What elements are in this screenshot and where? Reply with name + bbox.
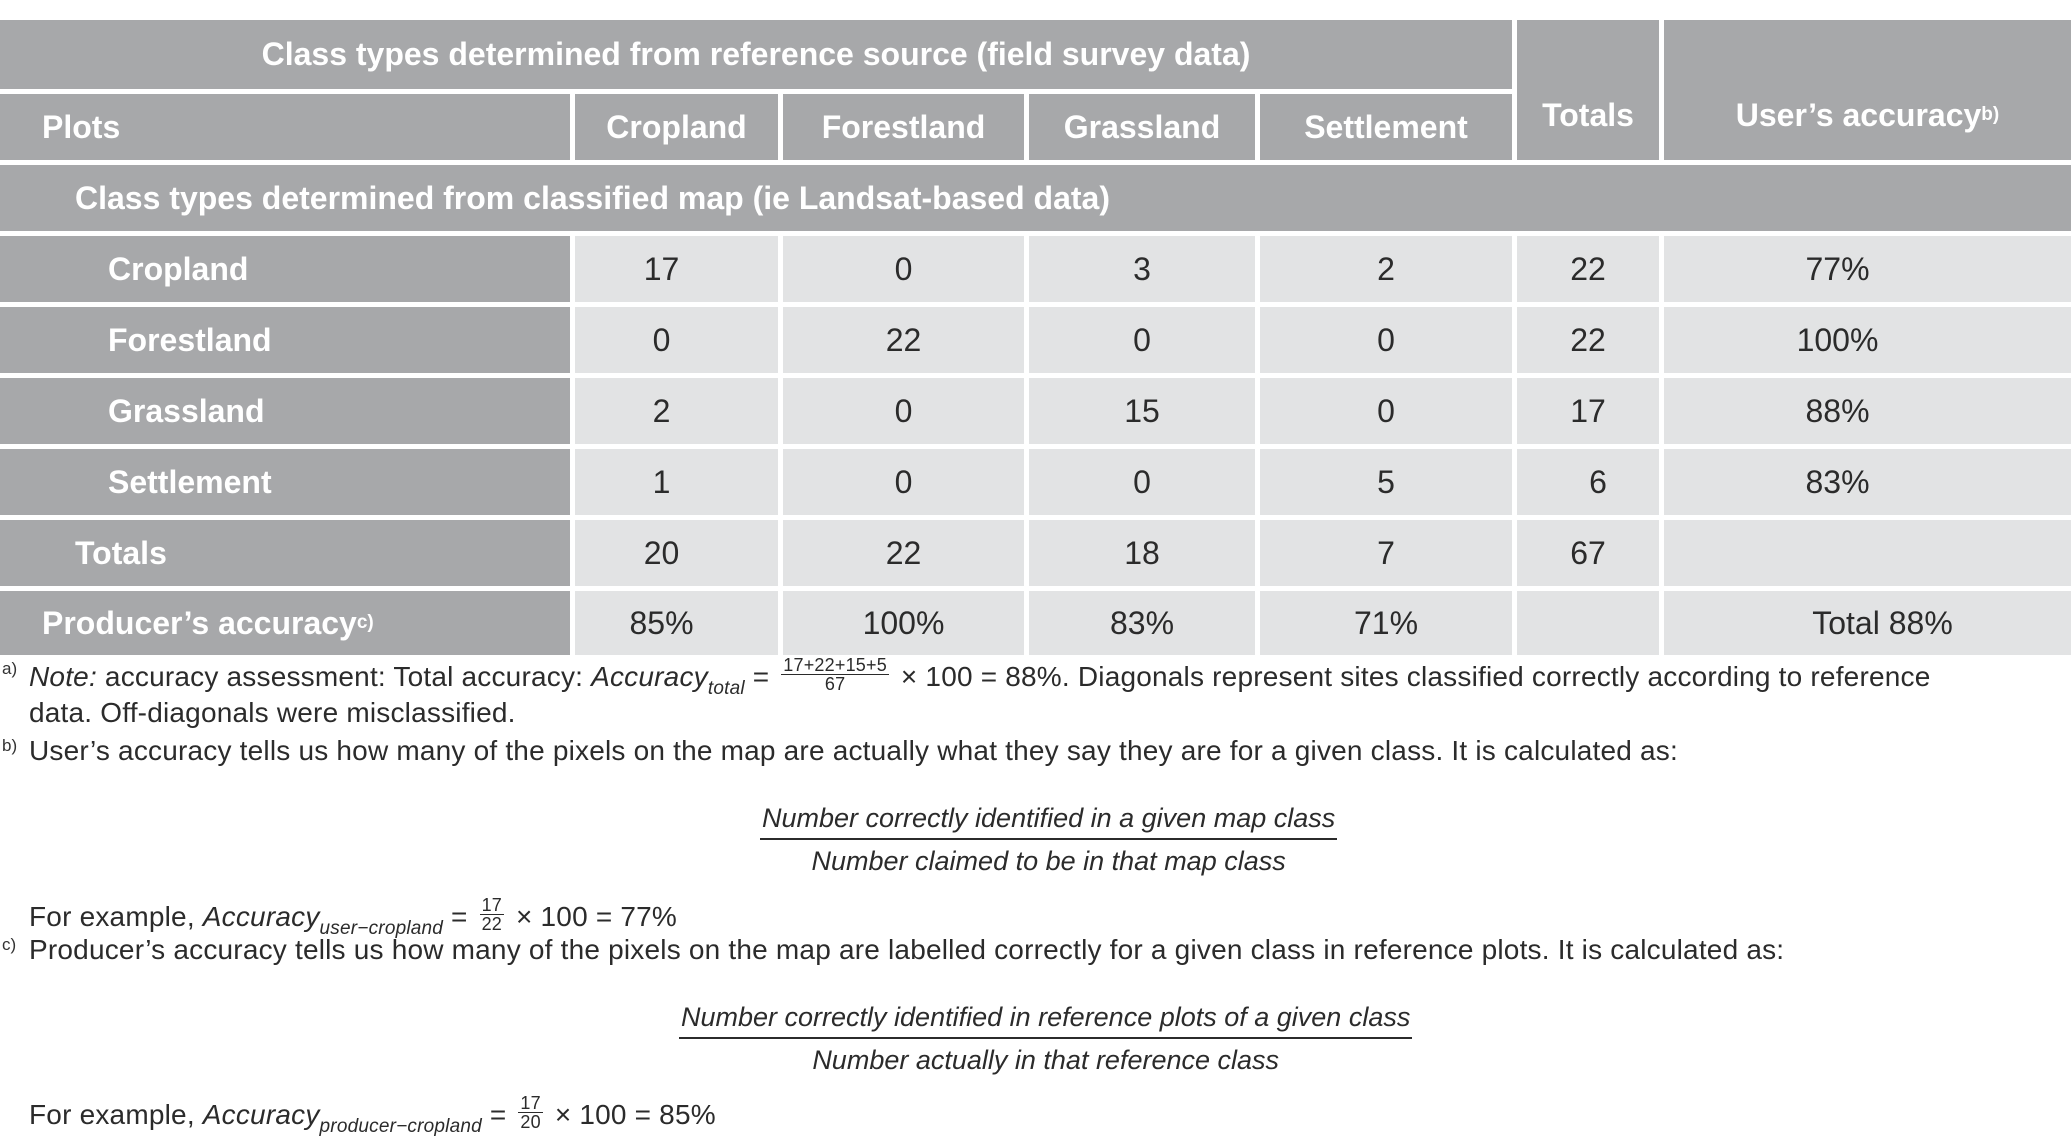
accuracy-table — [0, 20, 2071, 655]
example-fraction — [480, 896, 504, 933]
users-accuracy-formula — [760, 803, 1337, 877]
row-label: Totals — [0, 520, 570, 586]
equals-sign: = — [744, 660, 778, 692]
row-users-accuracy: 77% — [1664, 236, 2071, 302]
note-c-example — [29, 1093, 716, 1137]
table-cell: 0 — [1260, 378, 1512, 444]
accuracy-symbol: Accuracy — [202, 1098, 320, 1130]
row-label: Grassland — [0, 378, 570, 444]
table-cell: 0 — [1029, 307, 1255, 373]
col-header-settlement: Settlement — [1260, 94, 1512, 160]
example-prefix: For example, — [29, 1098, 203, 1130]
row-total — [1517, 591, 1659, 655]
users-accuracy-footnote-mark: b) — [1981, 104, 2000, 125]
row-total: 17 — [1517, 378, 1659, 444]
col-header-grassland: Grassland — [1029, 94, 1255, 160]
col-header-forestland: Forestland — [783, 94, 1024, 160]
producers-accuracy-formula — [679, 1002, 1412, 1076]
equals-sign: = — [443, 900, 476, 932]
table-cell: 3 — [1029, 236, 1255, 302]
footnote-mark-a: a) — [2, 659, 18, 678]
users-accuracy-column-header — [1664, 20, 2071, 160]
table-cell: 22 — [783, 307, 1024, 373]
table-cell: 71% — [1260, 591, 1512, 655]
row-total: 6 — [1517, 449, 1659, 515]
table-cell: 0 — [783, 378, 1024, 444]
table-cell: 5 — [1260, 449, 1512, 515]
table-cell: 17 — [575, 236, 778, 302]
table-cell: 7 — [1260, 520, 1512, 586]
fraction-denominator: 22 — [481, 914, 503, 934]
table-cell: 0 — [1029, 449, 1255, 515]
table-cell: 1 — [575, 449, 778, 515]
row-users-accuracy: 100% — [1664, 307, 2071, 373]
fraction-numerator: 17 — [520, 1093, 541, 1113]
table-cell: 83% — [1029, 591, 1255, 655]
users-accuracy-label: User’s accuracy — [1735, 96, 1982, 133]
equals-sign: = — [481, 1098, 515, 1130]
formula-numerator: Number correctly identified in reference plots of a given class — [679, 1002, 1412, 1039]
total-accuracy-fraction — [781, 656, 889, 693]
footnote-mark-c: c) — [2, 935, 17, 954]
fraction-numerator: 17 — [481, 895, 503, 915]
col-header-cropland: Cropland — [575, 94, 778, 160]
table-cell: 22 — [783, 520, 1024, 586]
row-total: 67 — [1517, 520, 1659, 586]
note-c-text: Producer’s accuracy tells us how many of the pixels on the map are labelled correctly for a given class in reference plots. It is calculated as: — [29, 934, 1785, 965]
producers-accuracy-label: Producer’s accuracy — [42, 604, 357, 641]
table-cell: 0 — [1260, 307, 1512, 373]
fraction-denominator: 20 — [520, 1112, 541, 1132]
table-cell: 0 — [783, 236, 1024, 302]
reference-source-header: Class types determined from reference source (field survey data) — [0, 20, 1512, 89]
accuracy-symbol: Accuracy — [591, 660, 708, 692]
table-cell: 18 — [1029, 520, 1255, 586]
row-label: Settlement — [0, 449, 570, 515]
example-result: × 100 = 85% — [546, 1098, 716, 1130]
formula-denominator: Number actually in that reference class — [812, 1045, 1280, 1075]
row-total: 22 — [1517, 236, 1659, 302]
note-a-tail: × 100 = 88%. Diagonals represent sites classified correctly according to reference — [892, 660, 1931, 692]
note-a-line-1 — [29, 655, 1931, 699]
note-b-text: User’s accuracy tells us how many of the pixels on the map are actually what they say they are for a given class. It is calculated as: — [29, 735, 1678, 766]
footnote-mark-b: b) — [2, 736, 18, 755]
accuracy-symbol: Accuracy — [202, 900, 320, 932]
example-prefix: For example, — [29, 900, 203, 932]
note-a-text: accuracy assessment: Total accuracy: — [96, 660, 592, 692]
table-cell: 0 — [783, 449, 1024, 515]
producers-accuracy-footnote-mark: c) — [356, 612, 374, 633]
accuracy-subscript: producer−cropland — [319, 1115, 482, 1137]
table-cell: 2 — [575, 378, 778, 444]
note-a-line-2: data. Off-diagonals were misclassified. — [29, 697, 516, 728]
example-result: × 100 = 77% — [508, 900, 677, 932]
example-fraction — [518, 1094, 542, 1131]
formula-numerator: Number correctly identified in a given map class — [760, 803, 1337, 840]
accuracy-subscript: total — [707, 677, 745, 699]
row-label: Cropland — [0, 236, 570, 302]
row-label — [0, 591, 570, 655]
row-users-accuracy: Total 88% — [1664, 591, 2071, 655]
row-total: 22 — [1517, 307, 1659, 373]
plots-header: Plots — [0, 94, 570, 160]
formula-denominator: Number claimed to be in that map class — [811, 846, 1286, 876]
table-cell: 2 — [1260, 236, 1512, 302]
row-label: Forestland — [0, 307, 570, 373]
accuracy-subscript: user−cropland — [319, 917, 444, 939]
fraction-numerator: 17+22+15+5 — [783, 655, 887, 675]
row-users-accuracy: 83% — [1664, 449, 2071, 515]
row-users-accuracy — [1664, 520, 2071, 586]
note-word: Note: — [29, 660, 97, 692]
classified-map-header: Class types determined from classified map (ie Landsat-based data) — [0, 165, 2071, 231]
fraction-denominator: 67 — [824, 674, 846, 694]
table-cell: 15 — [1029, 378, 1255, 444]
table-cell: 100% — [783, 591, 1024, 655]
note-b-example — [29, 895, 677, 939]
table-cell: 85% — [575, 591, 778, 655]
totals-column-header: Totals — [1517, 20, 1659, 160]
row-users-accuracy: 88% — [1664, 378, 2071, 444]
table-cell: 20 — [575, 520, 778, 586]
table-cell: 0 — [575, 307, 778, 373]
